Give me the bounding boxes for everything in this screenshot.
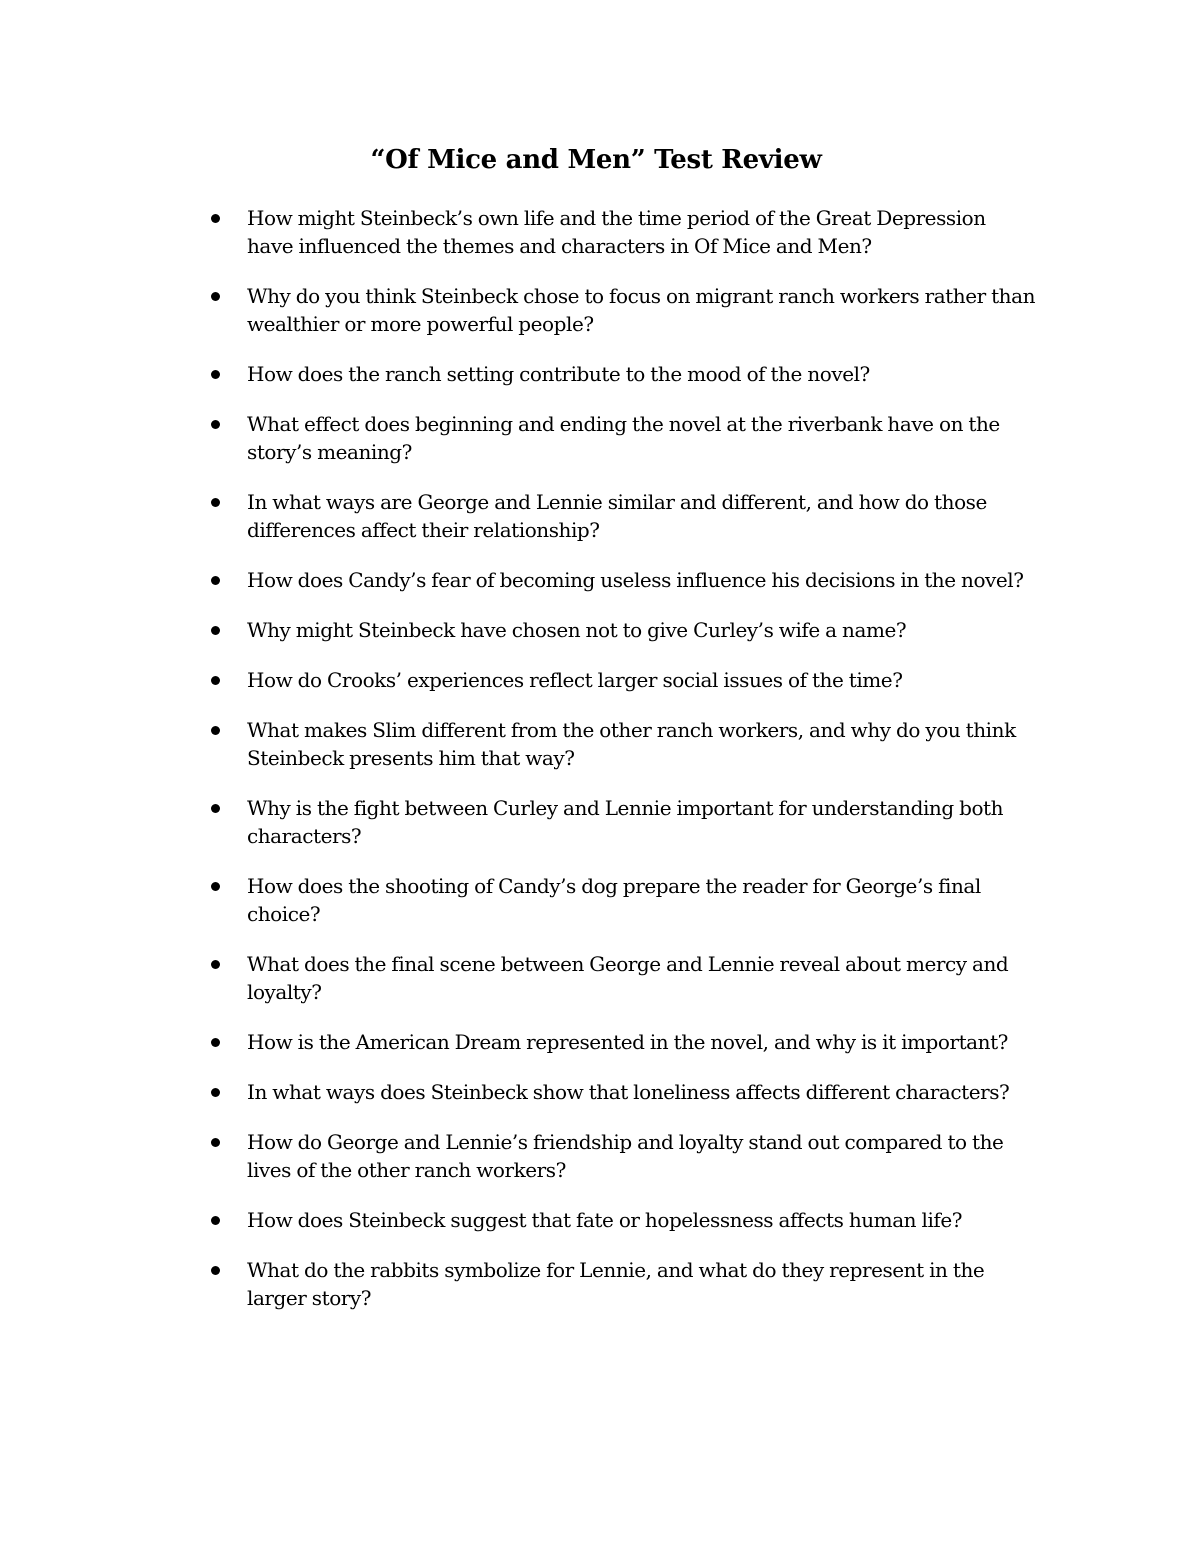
question-text: What does the final scene between George and Lennie reveal about mercy and loyalty? (247, 952, 1009, 1004)
list-item (0, 1028, 1037, 1056)
question-text: Why might Steinbeck have chosen not to give Curley’s wife a name? (247, 618, 907, 642)
question-text: What effect does beginning and ending the novel at the riverbank have on the story’s meaning? (247, 412, 1000, 464)
list-item (0, 1078, 1037, 1106)
list-item (0, 666, 1037, 694)
question-text: How might Steinbeck’s own life and the time period of the Great Depression have influenced the themes and characters in Of Mice and Men? (247, 206, 986, 258)
bullet-icon (211, 292, 220, 301)
bullet-icon (211, 726, 220, 735)
question-list (0, 204, 1200, 1334)
list-item (0, 410, 1037, 466)
bullet-icon (211, 676, 220, 685)
list-item (0, 716, 1037, 772)
list-item (0, 872, 1037, 928)
bullet-icon (211, 882, 220, 891)
list-item (0, 566, 1037, 594)
bullet-icon (211, 804, 220, 813)
question-text: In what ways does Steinbeck show that loneliness affects different characters? (247, 1080, 1010, 1104)
bullet-icon (211, 1138, 220, 1147)
bullet-icon (211, 498, 220, 507)
question-text: How do George and Lennie’s friendship and loyalty stand out compared to the lives of the other ranch workers? (247, 1130, 1004, 1182)
page-title: “Of Mice and Men” Test Review (370, 145, 822, 175)
bullet-icon (211, 420, 220, 429)
question-text: How does the shooting of Candy’s dog prepare the reader for George’s final choice? (247, 874, 981, 926)
bullet-icon (211, 1038, 220, 1047)
bullet-icon (211, 960, 220, 969)
bullet-icon (211, 576, 220, 585)
question-text: How does Candy’s fear of becoming useless influence his decisions in the novel? (247, 568, 1024, 592)
question-text: Why do you think Steinbeck chose to focus on migrant ranch workers rather than wealthier or more powerful people? (247, 284, 1036, 336)
bullet-icon (211, 1088, 220, 1097)
question-text: What do the rabbits symbolize for Lennie, and what do they represent in the larger story? (247, 1258, 985, 1310)
list-item (0, 282, 1037, 338)
question-text: Why is the fight between Curley and Lennie important for understanding both characters? (247, 796, 1004, 848)
list-item (0, 204, 1037, 260)
bullet-icon (211, 626, 220, 635)
bullet-icon (211, 1216, 220, 1225)
list-item (0, 360, 1037, 388)
list-item (0, 1206, 1037, 1234)
question-text: What makes Slim different from the other ranch workers, and why do you think Steinbeck presents him that way? (247, 718, 1016, 770)
list-item (0, 616, 1037, 644)
question-text: How does the ranch setting contribute to the mood of the novel? (247, 362, 870, 386)
list-item (0, 1128, 1037, 1184)
question-text: How is the American Dream represented in the novel, and why is it important? (247, 1030, 1008, 1054)
question-text: In what ways are George and Lennie similar and different, and how do those differences affect their relationship? (247, 490, 987, 542)
bullet-icon (211, 370, 220, 379)
list-item (0, 1256, 1037, 1312)
question-text: How does Steinbeck suggest that fate or hopelessness affects human life? (247, 1208, 963, 1232)
bullet-icon (211, 1266, 220, 1275)
question-text: How do Crooks’ experiences reflect larger social issues of the time? (247, 668, 903, 692)
list-item (0, 488, 1037, 544)
list-item (0, 950, 1037, 1006)
bullet-icon (211, 214, 220, 223)
list-item (0, 794, 1037, 850)
